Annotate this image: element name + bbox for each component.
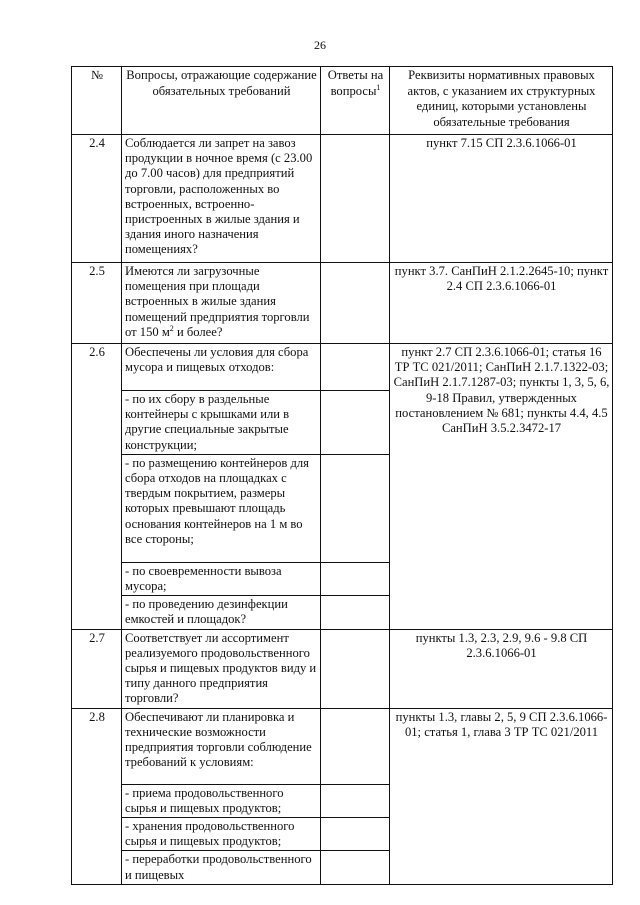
answer-cell[interactable] — [321, 784, 390, 817]
table-row — [72, 629, 613, 708]
requisites-cell: пункт 7.15 СП 2.3.6.1066-01 — [390, 135, 613, 263]
answer-cell[interactable] — [321, 344, 390, 391]
requirements-table — [71, 66, 613, 885]
requisites-cell: пункт 2.7 СП 2.3.6.1066-01; статья 16 ТР ТС 021/2011; СанПиН 2.1.7.1322-03; СанПиН 2.1.7.1287-03; пункты 1, 3, 5, 6, 9-18 Правил, утвержденных постановлением № 681; пункты 4.4, 4.5 СанПиН 3.5.2.3472-17 — [390, 344, 613, 630]
sub-question-cell: - хранения продовольственного сырья и пищевых продуктов; — [122, 818, 321, 851]
question-cell: Соответствует ли ассортимент реализуемого продовольственного сырья и пищевых продуктов виду и типу данного предприятия торговли? — [122, 629, 321, 708]
page-number: 26 — [314, 38, 326, 52]
answer-cell[interactable] — [321, 562, 390, 595]
table-row — [72, 708, 613, 784]
requisites-cell: пункт 3.7. СанПиН 2.1.2.2645-10; пункт 2.4 СП 2.3.6.1066-01 — [390, 263, 613, 344]
answer-cell[interactable] — [321, 708, 390, 784]
sub-question-cell: - по своевременности вывоза мусора; — [122, 562, 321, 595]
answer-cell[interactable] — [321, 263, 390, 344]
header-num: № — [72, 67, 122, 135]
row-number: 2.8 — [72, 708, 122, 885]
table-row — [72, 135, 613, 263]
answer-cell[interactable] — [321, 135, 390, 263]
question-cell: Обеспечивают ли планировка и технические возможности предприятия торговли соблюдение требований к условиям: — [122, 708, 321, 784]
sub-question-cell: - по размещению контейнеров для сбора отходов на площадках с твердым покрытием, размеры которых превышают площадь основания контейнеров на 1 м во все стороны; — [122, 454, 321, 562]
row-number: 2.7 — [72, 629, 122, 708]
row-number: 2.4 — [72, 135, 122, 263]
question-cell: Обеспечены ли условия для сбора мусора и пищевых отходов: — [122, 344, 321, 391]
header-answers: Ответы на вопросы$^1$ — [321, 67, 390, 135]
answer-cell[interactable] — [321, 391, 390, 455]
answer-cell[interactable] — [321, 596, 390, 629]
sub-question-cell: - по их сбору в раздельные контейнеры с крышками или в другие специальные закрытые конструкции; — [122, 391, 321, 455]
sub-question-cell: - приема продовольственного сырья и пищевых продуктов; — [122, 784, 321, 817]
answer-cell[interactable] — [321, 818, 390, 851]
header-requisites: Реквизиты нормативных правовых актов, с указанием их структурных единиц, которыми установлены обязательные требования — [390, 67, 613, 135]
table-header-row — [72, 67, 613, 135]
requisites-cell: пункты 1.3, главы 2, 5, 9 СП 2.3.6.1066-01; статья 1, глава 3 ТР ТС 021/2011 — [390, 708, 613, 885]
requisites-cell: пункты 1.3, 2.3, 2.9, 9.6 - 9.8 СП 2.3.6.1066-01 — [390, 629, 613, 708]
sub-question-cell: - переработки продовольственного и пищевых — [122, 851, 321, 885]
table-row — [72, 344, 613, 391]
table-row — [72, 263, 613, 344]
question-cell: Соблюдается ли запрет на завоз продукции в ночное время (с 23.00 до 7.00 часов) для предприятий торговли, расположенных во встроенных, встроенно-пристроенных в жилые здания и здания иного назначения помещениях? — [122, 135, 321, 263]
answer-cell[interactable] — [321, 851, 390, 885]
question-cell: Имеются ли загрузочные помещения при площади встроенных в жилые здания помещений предприятия торговли от 150 $м^2$ и более? — [122, 263, 321, 344]
sub-question-cell: - по проведению дезинфекции емкостей и площадок? — [122, 596, 321, 629]
row-number: 2.5 — [72, 263, 122, 344]
answer-cell[interactable] — [321, 629, 390, 708]
answer-cell[interactable] — [321, 454, 390, 562]
header-questions: Вопросы, отражающие содержание обязательных требований — [122, 67, 321, 135]
row-number: 2.6 — [72, 344, 122, 630]
